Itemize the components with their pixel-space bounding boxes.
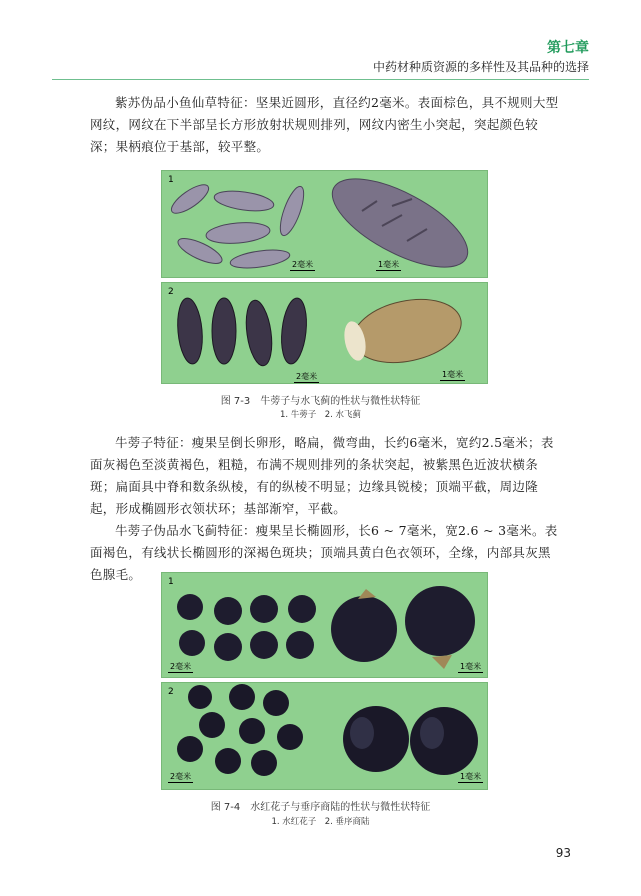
panel-number: 1 — [168, 175, 174, 185]
scale-bar-1mm: 1毫米 — [378, 260, 400, 269]
paragraph-3: 牛蒡子伪品水飞蓟特征：瘦果呈长椭圆形，长6 ~ 7毫米，宽2.6 ~ 3毫米。表面褐色，有线状长椭圆形的深褐色斑块；顶端具黄白色衣领环，全缘，内部具灰黑色腺毛。 — [90, 523, 558, 582]
figure-7-3-panel-1 — [161, 170, 488, 278]
figure-7-3-caption: 图 7-3 牛蒡子与水飞蓟的性状与微性状特征 — [220, 396, 421, 407]
figure-7-3-panel-2 — [161, 282, 488, 384]
scale-bar-1mm: 1毫米 — [460, 772, 482, 781]
figure-7-4-panel-2 — [161, 682, 488, 790]
seed-images-phytolacca — [162, 683, 487, 789]
panel-number: 2 — [168, 287, 174, 297]
scale-bar-2mm: 2毫米 — [296, 372, 318, 381]
figure-7-4-caption: 图 7-4 水红花子与垂序商陆的性状与微性状特征 — [210, 802, 431, 813]
chapter-subtitle: 中药材种质资源的多样性及其品种的选择 — [372, 60, 589, 74]
page-number: 93 — [555, 846, 571, 860]
seed-images-silybum — [162, 283, 487, 383]
scale-bar-1mm: 1毫米 — [460, 662, 482, 671]
scale-bar-2mm: 2毫米 — [170, 662, 192, 671]
running-header — [373, 40, 589, 75]
scale-bar-1mm: 1毫米 — [442, 370, 464, 379]
scale-bar-2mm: 2毫米 — [170, 772, 192, 781]
figure-7-4-panel-1 — [161, 572, 488, 678]
scale-bar-2mm: 2毫米 — [292, 260, 314, 269]
panel-number: 1 — [168, 577, 174, 587]
panel-number: 2 — [168, 687, 174, 697]
paragraph-2: 牛蒡子特征：瘦果呈倒长卵形，略扁，微弯曲，长约6毫米，宽约2.5毫米；表面灰褐色至淡黄褐色，粗糙，布满不规则排列的条状突起，被紫黑色近波状横条斑；扁面具中脊和数条纵棱，有的纵棱不明显；边缘具锐棱；顶端平截，周边隆起，形成椭圆形衣领状环；基部渐窄，平截。 — [90, 435, 554, 516]
paragraph-1: 紫苏伪品小鱼仙草特征：坚果近圆形，直径约2毫米。表面棕色，具不规则大型网纹，网纹在下半部呈长方形放射状规则排列，网纹内密生小突起，突起颜色较深；果柄痕位于基部，较平整。 — [90, 95, 559, 154]
figure-7-3-subcaption: 1. 牛蒡子 2. 水飞蓟 — [279, 410, 362, 420]
seed-images-arctium — [162, 171, 487, 277]
chapter-title: 第七章 — [547, 40, 589, 56]
seed-images-polygonum — [162, 573, 487, 677]
header-rule — [52, 79, 589, 80]
figure-7-4-subcaption: 1. 水红花子 2. 垂序商陆 — [271, 817, 370, 827]
